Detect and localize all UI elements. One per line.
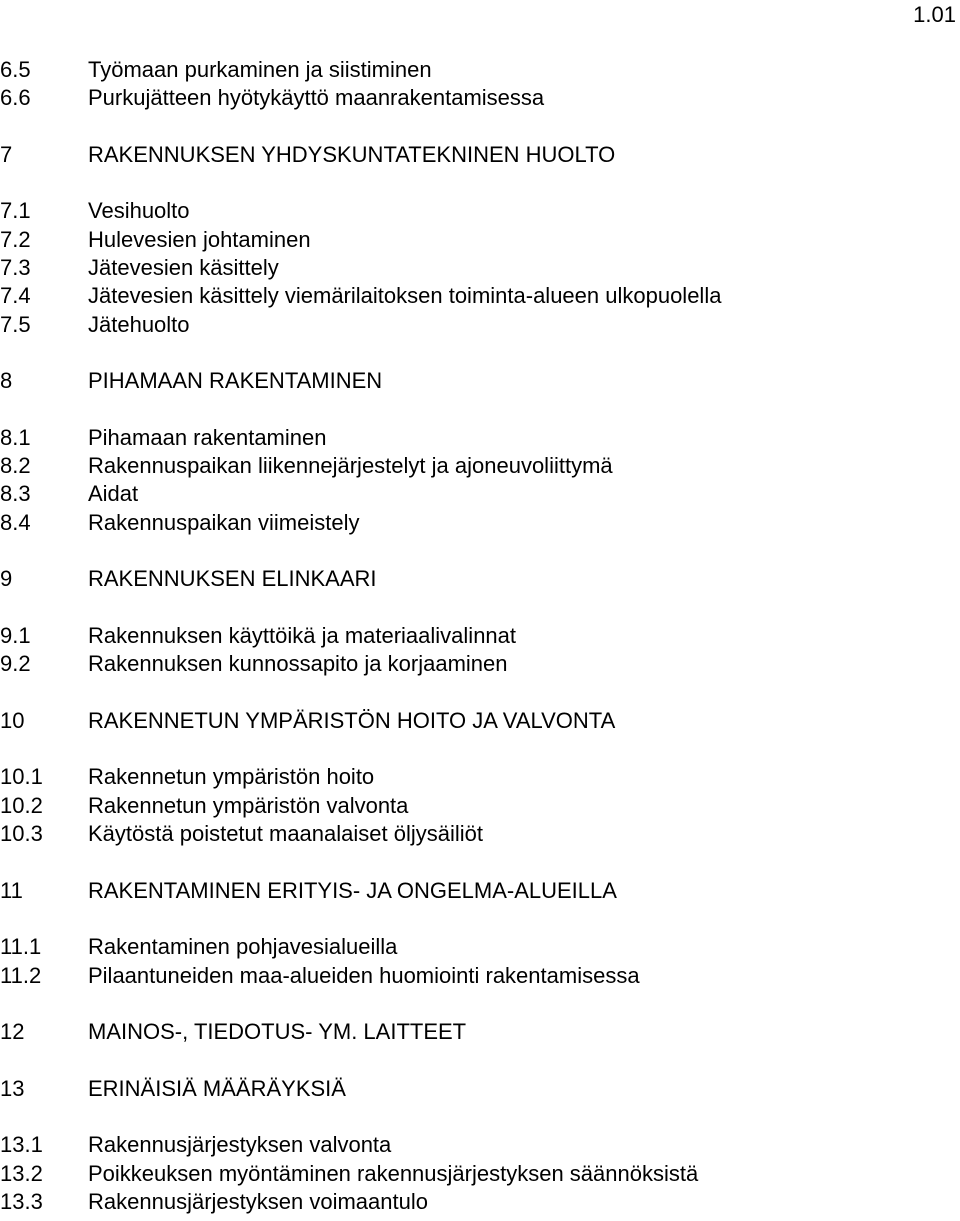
toc-entry-number: 7.5 <box>0 311 31 337</box>
section-spacer <box>0 735 960 763</box>
toc-entry <box>0 565 960 593</box>
section-spacer <box>0 537 960 565</box>
toc-entry <box>0 1075 960 1103</box>
toc-entry <box>0 367 960 395</box>
section-spacer <box>0 848 960 876</box>
toc-entry-number: 7.4 <box>0 283 31 309</box>
section-spacer <box>0 339 960 367</box>
toc-entry <box>0 452 960 480</box>
toc-entry <box>0 509 960 537</box>
table-of-contents <box>0 56 960 1216</box>
toc-entry <box>0 311 960 339</box>
toc-entry-number: 13.3 <box>0 1188 43 1214</box>
toc-entry-number: 7.3 <box>0 255 31 281</box>
toc-entry <box>0 1018 960 1046</box>
section-spacer <box>0 1046 960 1074</box>
toc-entry <box>0 480 960 508</box>
toc-entry-number: 8.2 <box>0 453 31 479</box>
page-number: 1.01 <box>913 2 956 27</box>
toc-entry-title: PIHAMAAN RAKENTAMINEN <box>88 368 383 394</box>
toc-entry-number: 9.2 <box>0 651 31 677</box>
toc-entry <box>0 141 960 169</box>
toc-entry-number: 7.1 <box>0 198 31 224</box>
toc-entry-title: RAKENNUKSEN YHDYSKUNTATEKNINEN HUOLTO <box>88 141 616 167</box>
section-spacer <box>0 679 960 707</box>
toc-entry-number: 8.3 <box>0 481 31 507</box>
toc-entry-number: 9.1 <box>0 622 31 648</box>
toc-entry-number: 8.1 <box>0 424 31 450</box>
toc-entry <box>0 877 960 905</box>
toc-entry-title: ERINÄISIÄ MÄÄRÄYKSIÄ <box>88 1075 346 1101</box>
toc-entry-title: RAKENNUKSEN ELINKAARI <box>88 566 377 592</box>
section-spacer <box>0 169 960 197</box>
toc-entry-title: Jätevesien käsittely <box>88 255 279 281</box>
toc-entry-title: Käytöstä poistetut maanalaiset öljysäiliöt <box>88 821 483 847</box>
toc-entry-title: RAKENTAMINEN ERITYIS- JA ONGELMA-ALUEILLA <box>88 877 617 903</box>
toc-entry-title: Pihamaan rakentaminen <box>88 424 327 450</box>
toc-entry-number: 8.4 <box>0 509 31 535</box>
section-spacer <box>0 396 960 424</box>
toc-entry <box>0 792 960 820</box>
toc-entry-title: Rakennuspaikan viimeistely <box>88 509 360 535</box>
toc-entry-title: Rakennetun ympäristön valvonta <box>88 792 409 818</box>
toc-entry <box>0 254 960 282</box>
toc-entry-title: Poikkeuksen myöntäminen rakennusjärjestyksen säännöksistä <box>88 1160 699 1186</box>
toc-entry-title: Työmaan purkaminen ja siistiminen <box>88 57 432 82</box>
toc-entry-title: Vesihuolto <box>88 198 190 224</box>
toc-entry-number: 10.1 <box>0 764 43 790</box>
section-spacer <box>0 990 960 1018</box>
toc-entry <box>0 1188 960 1216</box>
toc-entry <box>0 933 960 961</box>
toc-entry-title: Aidat <box>88 481 139 507</box>
toc-entry-number: 11.2 <box>0 962 42 988</box>
toc-entry <box>0 84 960 112</box>
section-spacer <box>0 905 960 933</box>
toc-entry <box>0 56 960 84</box>
toc-entry-title: Rakennuksen kunnossapito ja korjaaminen <box>88 651 508 677</box>
toc-entry <box>0 1160 960 1188</box>
toc-entry-number: 11 <box>0 877 23 903</box>
toc-entry-number: 13.1 <box>0 1132 43 1158</box>
toc-entry <box>0 650 960 678</box>
toc-entry <box>0 424 960 452</box>
toc-entry-number: 7 <box>0 141 13 167</box>
toc-entry <box>0 820 960 848</box>
toc-entry-title: Rakennetun ympäristön hoito <box>88 764 375 790</box>
toc-entry-title: Rakennusjärjestyksen voimaantulo <box>88 1188 428 1214</box>
toc-entry-title: MAINOS-, TIEDOTUS- YM. LAITTEET <box>88 1019 467 1045</box>
toc-entry-number: 13.2 <box>0 1160 43 1186</box>
toc-entry-number: 8 <box>0 368 13 394</box>
toc-entry-title: Hulevesien johtaminen <box>88 226 311 252</box>
toc-entry-number: 10 <box>0 707 25 733</box>
toc-entry-number: 13 <box>0 1075 25 1101</box>
toc-entry-number: 10.2 <box>0 792 43 818</box>
toc-entry <box>0 282 960 310</box>
toc-entry-number: 10.3 <box>0 821 43 847</box>
toc-entry <box>0 707 960 735</box>
toc-entry-number: 12 <box>0 1019 25 1045</box>
toc-entry-number: 6.5 <box>0 57 31 82</box>
toc-entry <box>0 962 960 990</box>
toc-entry-title: Rakennusjärjestyksen valvonta <box>88 1132 392 1158</box>
toc-entry-title: Jätevesien käsittely viemärilaitoksen toiminta-alueen ulkopuolella <box>88 283 722 309</box>
toc-entry-number: 7.2 <box>0 226 31 252</box>
section-spacer <box>0 113 960 141</box>
toc-entry <box>0 197 960 225</box>
toc-entry-title: Rakennuksen käyttöikä ja materiaalivalinnat <box>88 622 517 648</box>
toc-entry <box>0 1131 960 1159</box>
toc-entry-number: 6.6 <box>0 85 31 111</box>
toc-entry <box>0 763 960 791</box>
toc-entry-title: Purkujätteen hyötykäyttö maanrakentamisessa <box>88 85 545 111</box>
toc-entry-title: Pilaantuneiden maa-alueiden huomiointi rakentamisessa <box>88 962 640 988</box>
section-spacer <box>0 594 960 622</box>
section-spacer <box>0 1103 960 1131</box>
toc-entry-number: 11.1 <box>0 934 42 960</box>
toc-entry <box>0 226 960 254</box>
toc-entry-title: Rakennuspaikan liikennejärjestelyt ja ajoneuvoliittymä <box>88 453 613 479</box>
toc-entry-title: Rakentaminen pohjavesialueilla <box>88 934 398 960</box>
toc-entry-title: Jätehuolto <box>88 311 190 337</box>
toc-entry <box>0 622 960 650</box>
toc-entry-title: RAKENNETUN YMPÄRISTÖN HOITO JA VALVONTA <box>88 707 616 733</box>
toc-entry-number: 9 <box>0 566 13 592</box>
